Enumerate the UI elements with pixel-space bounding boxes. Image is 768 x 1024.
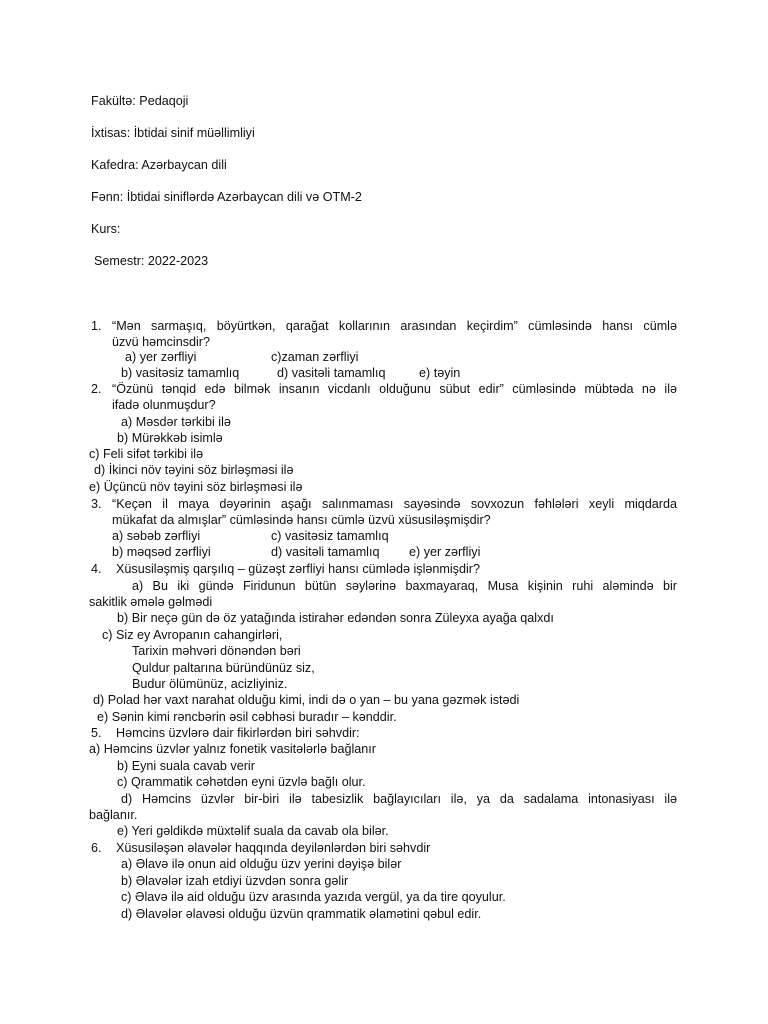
- answer-option: c) Əlavə ilə aid olduğu üzv arasında yazıda vergül, ya da tire qoyulur.: [121, 890, 506, 904]
- answer-option: sakitlik əmələ gəlmədi: [89, 595, 213, 609]
- question-text: ifadə olunmuşdur?: [112, 398, 216, 412]
- poem-line: Tarixin məhvəri dönəndən bəri: [132, 644, 301, 658]
- answer-option: a) səbəb zərfliyi: [112, 529, 201, 543]
- answer-option: a) Bu iki gündə Firidunun bütün səylərinə baxmayaraq, Musa kişinin ruhi aləmində bir: [132, 579, 677, 593]
- answer-option: d) İkinci növ təyini söz birləşməsi ilə: [94, 463, 294, 477]
- answer-option: a) yer zərfliyi: [125, 350, 197, 364]
- answer-option: a) Məsdər tərkibi ilə: [121, 415, 231, 429]
- answer-option: d) vasitəli tamamlıq: [277, 366, 386, 380]
- course-line: Kurs:: [91, 222, 121, 236]
- subject-line: Fənn: İbtidai siniflərdə Azərbaycan dili və OTM-2: [91, 190, 362, 204]
- answer-option: c) Siz ey Avropanın cahangirləri,: [102, 628, 283, 642]
- answer-option: d) Əlavələr əlavəsi olduğu üzvün qrammatik əlamətini qəbul edir.: [121, 907, 482, 921]
- answer-option: b) Eyni suala cavab verir: [117, 759, 255, 773]
- question-number: 5.: [91, 726, 102, 740]
- answer-option: e) yer zərfliyi: [409, 545, 481, 559]
- question-number: 1.: [91, 319, 102, 333]
- question-text: Xüsusiləşmiş qarşılıq – güzəşt zərfliyi hansı cümlədə işlənmişdir?: [116, 562, 480, 576]
- question-number: 3.: [91, 497, 102, 511]
- answer-option: e) Yeri gəldikdə müxtəlif suala da cavab ola bilər.: [117, 824, 389, 838]
- semester-line: Semestr: 2022-2023: [94, 254, 209, 268]
- answer-option: b) məqsəd zərfliyi: [112, 545, 211, 559]
- answer-option: b) Bir neçə gün də öz yatağında istirahər edəndən sonra Züleyxa ayağa qalxdı: [117, 611, 554, 625]
- question-number: 2.: [91, 382, 102, 396]
- poem-line: Quldur paltarına büründünüz siz,: [132, 661, 315, 675]
- department-line: Kafedra: Azərbaycan dili: [91, 158, 227, 172]
- answer-option: d) vasitəli tamamlıq: [271, 545, 380, 559]
- question-text: “Mən sarmaşıq, böyürtkən, qarağat kollarının arasından keçirdim” cümləsində hansı cümlə: [112, 319, 677, 333]
- question-number: 4.: [91, 562, 102, 576]
- question-text: Xüsusiləşən əlavələr haqqında deyilənlərdən biri səhvdir: [116, 841, 431, 855]
- question-text: üzvü həmcinsdir?: [112, 335, 210, 349]
- specialty-line: İxtisas: İbtidai sinif müəllimliyi: [91, 126, 255, 140]
- question-text: mükafat da almışlar” cümləsində hansı cümlə üzvü xüsusiləşmişdir?: [112, 513, 491, 527]
- answer-option: c)zaman zərfliyi: [271, 350, 359, 364]
- answer-option: a) Əlavə ilə onun aid olduğu üzv yerini dəyişə bilər: [121, 857, 402, 871]
- answer-option: e) Üçüncü növ təyini söz birləşməsi ilə: [89, 480, 303, 494]
- answer-option: e) Sənin kimi rəncbərin əsil cəbhəsi buradır – kənddir.: [97, 710, 397, 724]
- question-text: Həmcins üzvlərə dair fikirlərdən biri səhvdir:: [116, 726, 360, 740]
- faculty-line: Fakültə: Pedaqoji: [91, 94, 189, 108]
- answer-option: b) Əlavələr izah etdiyi üzvdən sonra gəlir: [121, 874, 349, 888]
- answer-option: b) Mürəkkəb isimlə: [117, 431, 223, 445]
- question-text: “Keçən il maya dəyərinin aşağı salınmaması sayəsində sovxozun fəhlələri xeyli miqdarda: [112, 497, 677, 511]
- answer-option: b) vasitəsiz tamamlıq: [121, 366, 240, 380]
- answer-option: a) Həmcins üzvlər yalnız fonetik vasitələrlə bağlanır: [89, 742, 376, 756]
- poem-line: Budur ölümünüz, acizliyiniz.: [132, 677, 288, 691]
- answer-option: c) Qrammatik cəhətdən eyni üzvlə bağlı olur.: [117, 775, 366, 789]
- answer-option: d) Polad hər vaxt narahat olduğu kimi, indi də o yan – bu yana gəzmək istədi: [93, 693, 520, 707]
- answer-option: c) Feli sifət tərkibi ilə: [89, 447, 204, 461]
- question-number: 6.: [91, 841, 102, 855]
- answer-option: d) Həmcins üzvlər bir-biri ilə tabesizlik bağlayıcıları ilə, ya da sadalama intonasiyası ilə: [121, 792, 677, 806]
- question-text: “Özünü tənqid edə bilmək insanın vicdanlı olduğunu sübut edir” cümləsində mübtəda nə ilə: [112, 382, 677, 396]
- answer-option: c) vasitəsiz tamamlıq: [271, 529, 389, 543]
- answer-option: bağlanır.: [89, 808, 138, 822]
- answer-option: e) təyin: [419, 366, 461, 380]
